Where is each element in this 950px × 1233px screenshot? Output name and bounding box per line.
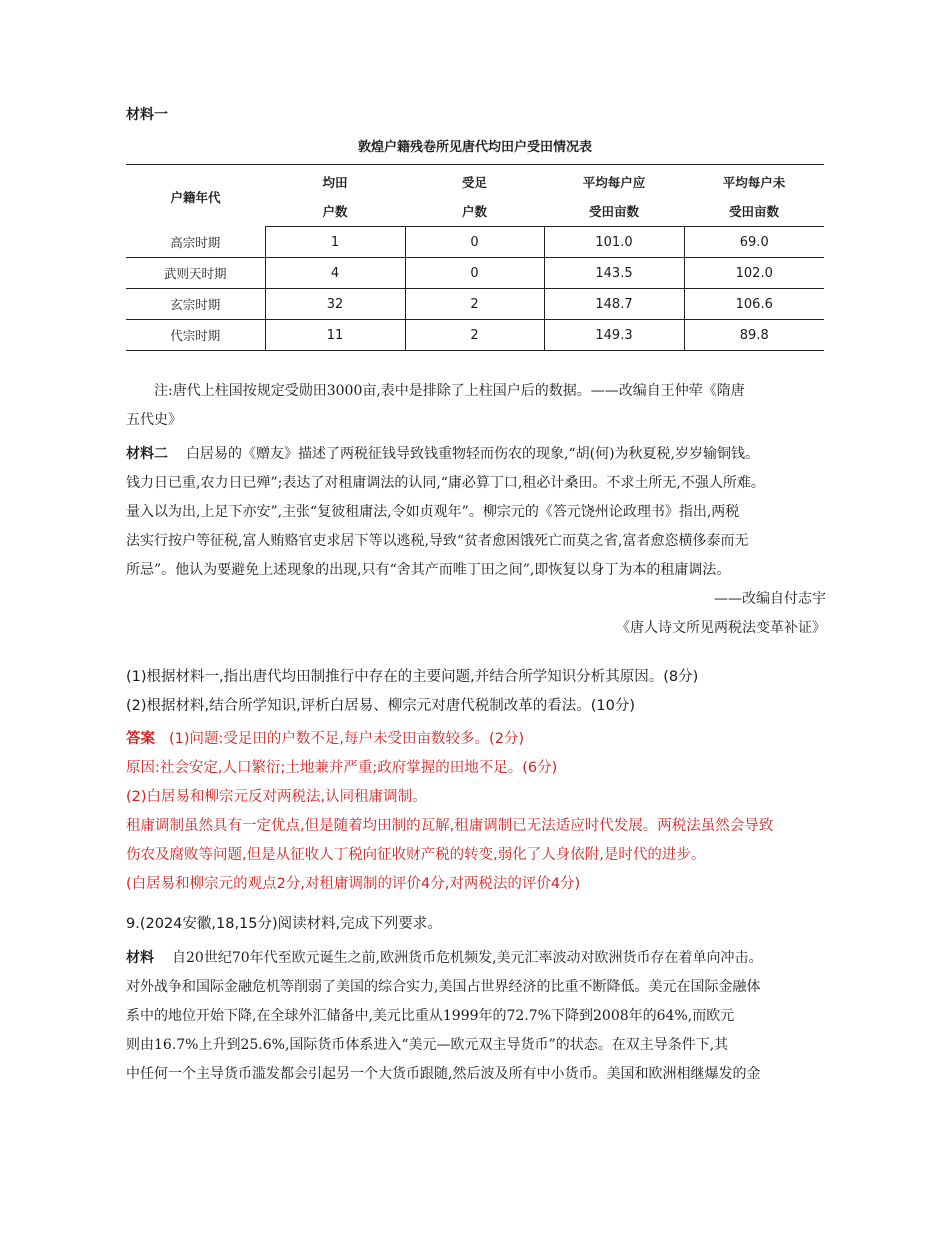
question9-title-text: 9.(2024安徽,18,15分)阅读材料,完成下列要求。 — [126, 916, 442, 932]
cell-undue: 102.0 — [684, 258, 824, 289]
question-1: (1)根据材料一,指出唐代均田制推行中存在的主要问题,并结合所学知识分析其原因。(8分) — [126, 669, 699, 685]
cell-due: 143.5 — [544, 258, 684, 289]
answer-text: (白居易和柳宗元的观点2分,对租庸调制的评价4分,对两税法的评价4分) — [126, 876, 581, 892]
header-households-1: 均田 — [265, 165, 405, 197]
header-due-1: 平均每户应 — [544, 165, 684, 197]
answer-text: 原因:社会安定,人口繁衍;土地兼并严重;政府掌握的田地不足。(6分) — [126, 760, 558, 776]
cell-households: 1 — [265, 227, 405, 258]
material2-text: 钱力日已重,农力日已殚”;表达了对租庸调法的认同,“庸必算丁口,租必计桑田。不求土所无,不强人所难。 — [126, 475, 765, 491]
material2-text: 法实行按户等征税,富人贿赂官吏求居下等以逃税,导致“贫者愈困饿死亡而莫之省,富者愈恣横侈泰而无 — [126, 533, 749, 549]
cell-full: 2 — [405, 289, 544, 320]
cell-full: 2 — [405, 320, 544, 351]
cell-full: 0 — [405, 258, 544, 289]
question9-text: 自20世纪70年代至欧元诞生之前,欧洲货币危机频发,美元汇率波动对欧洲货币存在着单向冲击。 — [172, 950, 763, 966]
cell-period: 高宗时期 — [126, 227, 265, 258]
material2-block — [126, 440, 826, 643]
land-table — [126, 164, 824, 351]
material2-source: 《唐人诗文所见两税法变革补证》 — [616, 620, 826, 636]
table-row — [126, 258, 824, 289]
table-row — [126, 227, 824, 258]
header-period: 户籍年代 — [126, 165, 265, 227]
answer-text: (1)问题:受足田的户数不足,每户未受田亩数较多。(2分) — [169, 731, 525, 747]
header-households-2: 户数 — [265, 196, 405, 227]
cell-due: 101.0 — [544, 227, 684, 258]
header-undue-1: 平均每户未 — [684, 165, 824, 197]
material2-text: 白居易的《赠友》描述了两税征钱导致钱重物轻而伤农的现象,“胡(何)为秋夏税,岁岁输铜钱。 — [186, 446, 759, 462]
question-2: (2)根据材料,结合所学知识,评析白居易、柳宗元对唐代税制改革的看法。(10分) — [126, 698, 636, 714]
header-full-1: 受足 — [405, 165, 544, 197]
table-title: 敦煌户籍残卷所见唐代均田户受田情况表 — [357, 140, 592, 155]
question9-text: 对外战争和国际金融危机等削弱了美国的综合实力,美国占世界经济的比重不断降低。美元在国际金融体 — [126, 979, 761, 995]
header-undue-2: 受田亩数 — [684, 196, 824, 227]
answer-text: 伤农及腐败等问题,但是从征收人丁税向征收财产税的转变,弱化了人身依附,是时代的进步。 — [126, 847, 706, 863]
material2-label: 材料二 — [126, 446, 168, 462]
header-full-2: 户数 — [405, 196, 544, 227]
table-note — [126, 377, 826, 435]
table-row — [126, 320, 824, 351]
question9-material — [126, 944, 826, 1089]
cell-due: 149.3 — [544, 320, 684, 351]
answer-block — [126, 725, 826, 899]
cell-households: 11 — [265, 320, 405, 351]
cell-due: 148.7 — [544, 289, 684, 320]
material2-text: 量入以为出,上足下亦安”,主张“复彼租庸法,令如贞观年”。柳宗元的《答元饶州论政理书》指出,两税 — [126, 504, 740, 520]
cell-full: 0 — [405, 227, 544, 258]
material2-text: 所忌”。他认为要避免上述现象的出现,只有“舍其产而唯丁田之间”,即恢复以身丁为本的租庸调法。 — [126, 562, 731, 578]
cell-households: 32 — [265, 289, 405, 320]
question9-title — [126, 910, 826, 939]
question9-text: 则由16.7%上升到25.6%,国际货币体系进入“美元—欧元双主导货币”的状态。在双主导条件下,其 — [126, 1037, 729, 1053]
note-line: 五代史》 — [126, 412, 182, 428]
header-due-2: 受田亩数 — [544, 196, 684, 227]
cell-households: 4 — [265, 258, 405, 289]
note-line: 注:唐代上柱国按规定受勋田3000亩,表中是排除了上柱国户后的数据。——改编自王仲荦《隋唐 — [154, 383, 745, 399]
question9-text: 系中的地位开始下降,在全球外汇储备中,美元比重从1999年的72.7%下降到2008年的64%,而欧元 — [126, 1008, 735, 1024]
answer-label: 答案 — [126, 731, 155, 747]
cell-undue: 106.6 — [684, 289, 824, 320]
question9-label: 材料 — [126, 950, 154, 966]
table-row — [126, 289, 824, 320]
cell-undue: 69.0 — [684, 227, 824, 258]
cell-period: 武则天时期 — [126, 258, 265, 289]
cell-period: 玄宗时期 — [126, 289, 265, 320]
material2-source: ——改编自付志宇 — [714, 591, 826, 607]
cell-undue: 89.8 — [684, 320, 824, 351]
cell-period: 代宗时期 — [126, 320, 265, 351]
questions-block — [126, 663, 826, 721]
question9-text: 中任何一个主导货币滥发都会引起另一个大货币跟随,然后波及所有中小货币。美国和欧洲相继爆发的金 — [126, 1066, 761, 1082]
answer-text: 租庸调制虽然具有一定优点,但是随着均田制的瓦解,租庸调制已无法适应时代发展。两税法虽然会导致 — [126, 818, 774, 834]
material1-heading: 材料一 — [126, 107, 168, 123]
answer-text: (2)白居易和柳宗元反对两税法,认同租庸调制。 — [126, 789, 427, 805]
